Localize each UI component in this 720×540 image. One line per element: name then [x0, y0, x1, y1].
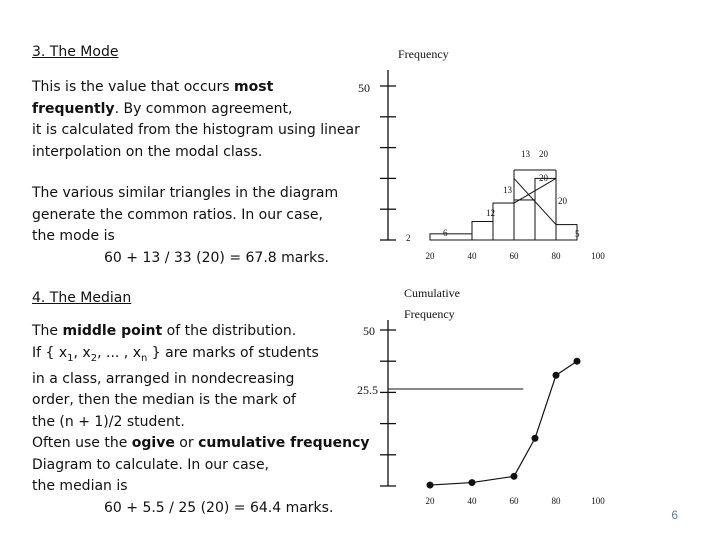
x-tick-label: 100 — [591, 251, 605, 261]
x-tick-label: 20 — [425, 251, 435, 261]
x-tick-label: 80 — [551, 496, 561, 506]
mode-text: The various similar triangles in the diagram — [32, 185, 339, 201]
mode-heading: 3. The Mode — [32, 44, 119, 60]
annotation-label: 13 — [521, 149, 530, 159]
y-tick-label: 50 — [358, 81, 370, 95]
median-text: the (n + 1)/2 student. — [32, 413, 185, 430]
x-tick-label: 60 — [509, 496, 519, 506]
median-text: } are marks of students — [147, 344, 319, 361]
y-tick-label: 25.5 — [357, 383, 378, 397]
mode-text: This is the value that occurs — [32, 79, 235, 95]
median-bold-middle: middle point — [62, 323, 163, 339]
median-text: or — [174, 435, 199, 452]
median-bold-ogive: ogive — [131, 435, 175, 452]
median-text: , x — [73, 344, 91, 361]
mode-text: generate the common ratios. In our case, — [32, 206, 323, 223]
median-text: Often use the — [32, 435, 132, 452]
ogive-point — [574, 358, 581, 365]
median-text: the median is — [32, 478, 128, 495]
annotation-label: 20 — [539, 173, 548, 183]
median-text: If { x — [32, 344, 68, 361]
ogive-point — [553, 372, 560, 379]
x-tick-label: 80 — [551, 251, 561, 261]
mode-bold-frequently: frequently — [32, 100, 115, 117]
mode-bold-most: most — [234, 79, 274, 95]
bar-label: 6 — [443, 228, 448, 238]
x-tick-label: 20 — [425, 496, 435, 506]
annotation-label: 20 — [539, 149, 548, 159]
bar-label: 2 — [406, 233, 411, 243]
y-axis-title: Frequency — [404, 307, 455, 321]
ogive-point — [511, 473, 518, 480]
median-text: The — [32, 323, 63, 339]
histogram-bar — [556, 225, 577, 240]
ogive-point — [532, 435, 539, 442]
subscript: n — [140, 352, 148, 364]
x-tick-label: 100 — [591, 496, 605, 506]
histogram-bar — [430, 234, 472, 240]
y-axis-title: Frequency — [398, 47, 449, 61]
median-formula: 60 + 5.5 / 25 (20) = 64.4 marks. — [104, 499, 334, 516]
mode-formula: 60 + 13 / 33 (20) = 67.8 marks. — [104, 249, 329, 266]
mode-text: interpolation on the modal class. — [32, 143, 263, 160]
subscript: 2 — [90, 352, 98, 364]
x-tick-label: 40 — [467, 251, 477, 261]
histogram-bar — [472, 222, 493, 240]
mode-text: it is calculated from the histogram using linear — [32, 122, 360, 138]
ogive-line — [430, 361, 577, 485]
histogram-bar — [535, 178, 556, 240]
median-text: , ... , x — [97, 344, 141, 361]
median-text: Diagram to calculate. In our case, — [32, 456, 270, 473]
subscript: 1 — [67, 352, 74, 364]
median-heading: 4. The Median — [32, 290, 132, 306]
median-text: of the distribution. — [162, 323, 297, 339]
bar-label: 20 — [558, 196, 567, 206]
mode-text: the mode is — [32, 228, 115, 244]
x-tick-label: 60 — [509, 251, 519, 261]
ogive-chart — [357, 286, 605, 506]
histogram-bar — [493, 203, 514, 240]
median-text: order, then the median is the mark of — [32, 392, 296, 409]
y-tick-label: 50 — [363, 324, 375, 338]
ogive-point — [427, 482, 434, 489]
bar-label: 5 — [575, 229, 580, 239]
histogram-bar — [514, 200, 535, 240]
y-axis-title: Cumulative — [404, 286, 460, 300]
mode-text: . By common agreement, — [114, 100, 293, 117]
ogive-point — [469, 479, 476, 486]
page-number: 6 — [671, 508, 678, 522]
median-bold-cumulative: cumulative frequency — [198, 435, 370, 452]
x-tick-label: 40 — [467, 496, 477, 506]
median-text: in a class, arranged in nondecreasing — [32, 370, 295, 387]
bar-label: 13 — [503, 185, 512, 195]
bar-label: 12 — [486, 208, 495, 218]
histogram-chart — [358, 47, 605, 261]
